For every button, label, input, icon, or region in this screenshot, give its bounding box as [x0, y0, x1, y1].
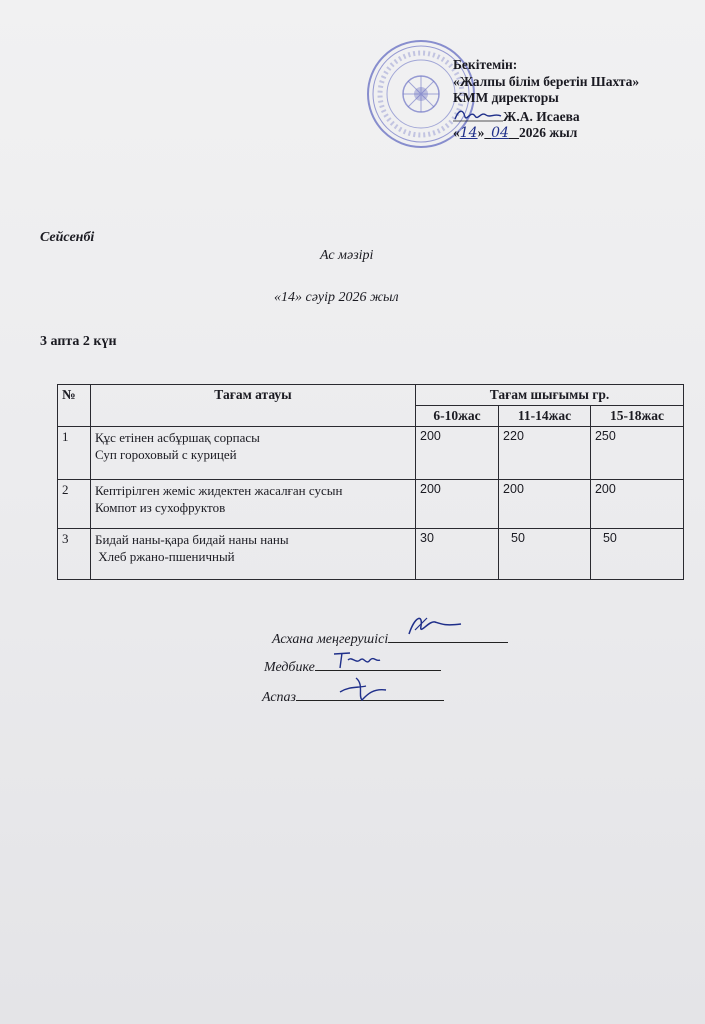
menu-date: «14» сәуір 2026 жыл	[274, 290, 399, 305]
col-header-num: №	[58, 385, 91, 427]
portion-value: 30	[416, 529, 499, 580]
approval-org-line1: «Жалпы білім беретін Шахта»	[453, 73, 640, 89]
date-day: 14	[459, 125, 478, 141]
dish-name-kz: Бидай наны-қара бидай наны наны	[95, 532, 289, 547]
table-row	[58, 427, 684, 480]
col-header-age-1: 6-10жас	[416, 406, 499, 427]
portion-value: 50	[499, 529, 591, 580]
portion-value: 250	[590, 427, 683, 480]
approval-heading: Бекітемін:	[453, 57, 518, 72]
row-num: 2	[58, 480, 91, 529]
row-num: 1	[58, 427, 91, 480]
kitchen-head-signature-icon	[405, 612, 465, 640]
menu-title: Ас мәзірі	[320, 248, 374, 263]
col-header-age-3: 15-18жас	[590, 406, 683, 427]
table-row	[58, 480, 684, 529]
date-quote-open: «	[453, 125, 460, 140]
portion-value: 200	[416, 427, 499, 480]
dish-name-ru: Компот из сухофруктов	[95, 500, 226, 515]
portion-value: 50	[590, 529, 683, 580]
row-num: 3	[58, 529, 91, 580]
col-header-portion: Тағам шығымы гр.	[416, 385, 684, 406]
kitchen-head-label: Асхана меңгерушісі	[272, 632, 389, 647]
row-dish	[91, 427, 416, 480]
portion-value: 220	[499, 427, 591, 480]
table-row	[58, 529, 684, 580]
row-dish	[91, 529, 416, 580]
dish-name-kz: Кептірілген жеміс жидектен жасалған сусын	[95, 483, 343, 498]
director-name: Ж.А. Исаева	[503, 108, 580, 124]
portion-value: 200	[499, 480, 591, 529]
date-quote-close: »	[477, 125, 485, 140]
menu-table	[57, 384, 684, 580]
dish-name-ru: Хлеб ржано-пшеничный	[95, 549, 235, 564]
table-header-row	[58, 385, 684, 406]
kitchen-head-sign	[272, 630, 508, 648]
week-day-label: 3 апта 2 күн	[40, 334, 117, 349]
col-header-age-2: 11-14жас	[499, 406, 591, 427]
approval-date	[453, 125, 639, 142]
portion-value: 200	[416, 480, 499, 529]
nurse-label: Медбике	[264, 660, 315, 675]
nurse-signature-icon	[330, 648, 382, 674]
date-month: 04	[491, 125, 509, 141]
dish-name-kz: Құс етінен асбұршақ сорпасы	[95, 430, 260, 445]
row-dish	[91, 480, 416, 529]
dish-name-ru: Суп гороховый с курицей	[95, 447, 237, 462]
director-signature-icon	[453, 107, 503, 123]
col-header-name: Тағам атауы	[91, 385, 416, 427]
date-year: 2026 жыл	[519, 125, 578, 140]
portion-value: 200	[590, 480, 683, 529]
cook-label: Аспаз	[262, 690, 297, 705]
cook-signature-icon	[336, 674, 390, 704]
director-signature-line	[453, 107, 639, 126]
approval-block	[453, 57, 639, 142]
approval-org-line2: КММ директоры	[453, 90, 559, 105]
weekday-label: Сейсенбі	[40, 230, 95, 245]
